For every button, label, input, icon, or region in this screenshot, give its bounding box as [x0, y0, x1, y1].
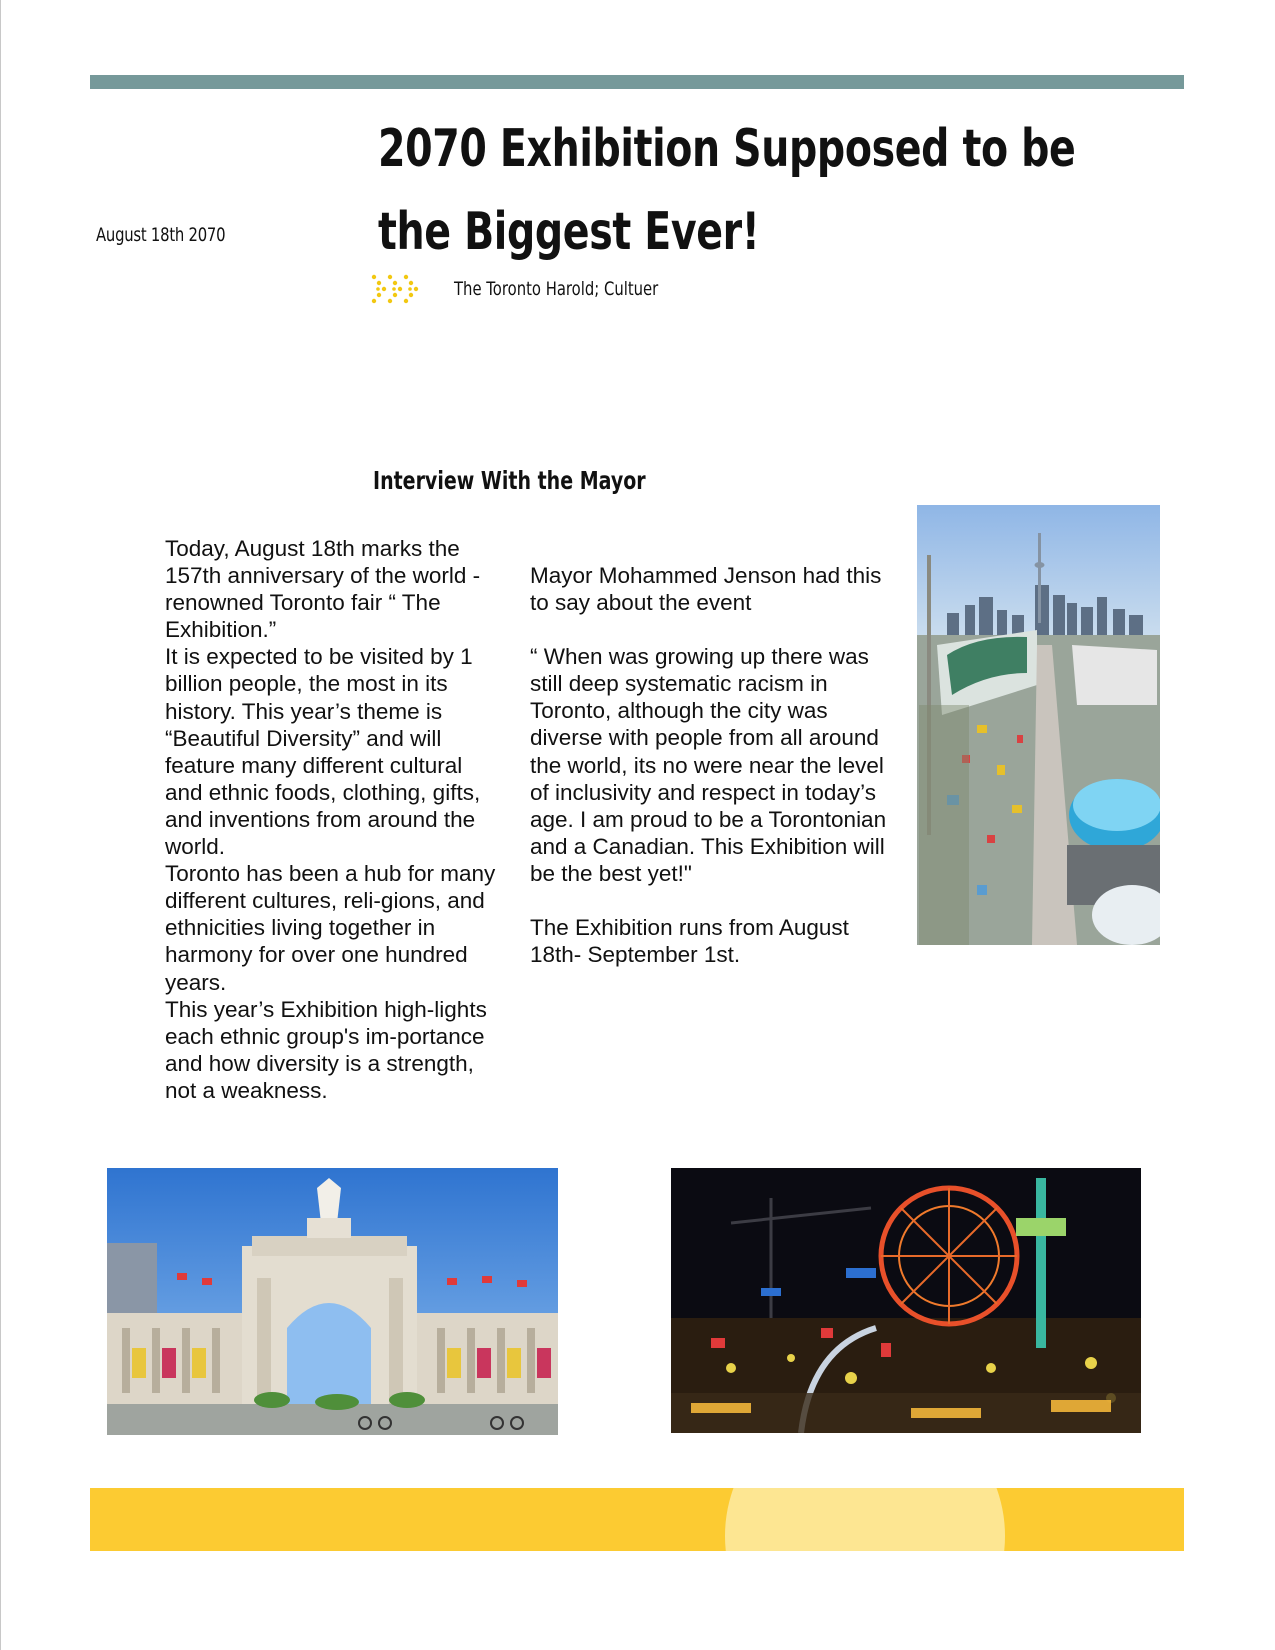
headline: 2070 Exhibition Supposed to be the Biggest Ever!	[378, 119, 1076, 262]
section-heading: Interview With the Mayor	[373, 466, 646, 495]
paragraph-anniversary: Today, August 18th marks the 157th anniversary of the world -renowned Toronto fair “ The Exhibition.”	[165, 536, 481, 643]
issue-date: August 18th 2070	[96, 224, 226, 246]
bottom-decorative-band	[90, 1488, 1184, 1551]
byline	[370, 272, 716, 306]
aerial-exhibition-photo	[917, 505, 1160, 945]
article-right-column	[530, 562, 900, 968]
byline-text: The Toronto Harold; Cultuer	[454, 278, 659, 300]
paragraph-cultures: Toronto has been a hub for many different cultures, reli-gions, and ethnicities living together in harmony for over one hundred years.	[165, 861, 496, 995]
paragraph-visitors: It is expected to be visited by 1 billion people, the most in its history. This year’s theme is “Beautiful Diversity” and will feature many different cultural and ethnic foods, clothing, gifts, and inventions from around the world.	[165, 644, 481, 860]
article-left-column	[165, 535, 505, 1104]
princes-gate-photo	[107, 1168, 558, 1435]
decorative-circle	[725, 1488, 1005, 1551]
page-edge	[0, 0, 1, 1650]
paragraph-dates: The Exhibition runs from August 18th- September 1st.	[530, 915, 849, 968]
night-midway-photo	[671, 1168, 1141, 1433]
dotted-arrows-icon	[370, 272, 426, 306]
top-rule	[90, 75, 1184, 89]
paragraph-mayor-intro: Mayor Mohammed Jenson had this to say about the event	[530, 563, 882, 616]
paragraph-diversity: This year’s Exhibition high-lights each ethnic group's im-portance and how diversity is a strength, not a weakness.	[165, 996, 487, 1103]
paragraph-mayor-quote: “ When was growing up there was still deep systematic racism in Toronto, although the city was diverse with people from all around the world, its no were near the level of inclusivity and respect in today’s age. I am proud to be a Torontonian and a Canadian. This Exhibition will be the best yet!"	[530, 644, 887, 886]
